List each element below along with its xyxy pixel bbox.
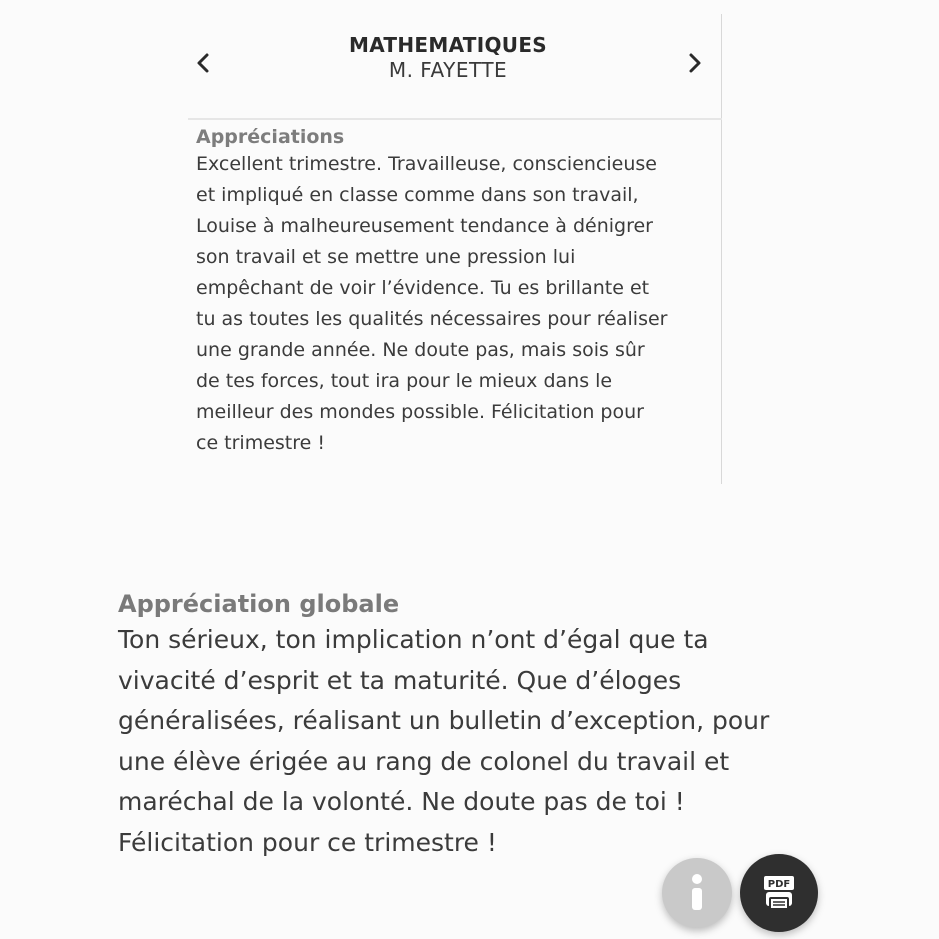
global-appreciation-line: Ton sérieux, ton implication n’ont d’égal que ta <box>118 625 709 654</box>
pdf-label: PDF <box>767 879 791 890</box>
info-button[interactable] <box>662 858 732 928</box>
appreciation-line: tu as toutes les qualités nécessaires pour réaliser <box>196 308 668 330</box>
global-appreciation-line: une élève érigée au rang de colonel du travail et <box>118 746 730 776</box>
appreciation-line: Louise à malheureusement tendance à dénigrer <box>196 215 653 237</box>
appreciation-line: son travail et se mettre une pression lui <box>196 246 576 268</box>
global-appreciation-line: généralisées, réalisant un bulletin d’exception, pour <box>118 706 770 735</box>
chevron-right-icon <box>682 50 708 76</box>
appreciation-text <box>196 149 708 459</box>
global-appreciation-text <box>118 620 828 863</box>
appreciation-line: meilleur des mondes possible. Félicitation pour <box>196 401 644 423</box>
appreciation-line: empêchant de voir l’évidence. Tu es brillante et <box>196 277 650 299</box>
subject-title: MATHEMATIQUES <box>349 33 547 57</box>
appreciation-line: ce trimestre ! <box>196 432 326 454</box>
appreciation-line: une grande année. Ne doute pas, mais sois sûr <box>196 339 645 361</box>
next-subject-button[interactable] <box>682 50 708 76</box>
appreciation-line: Excellent trimestre. Travailleuse, consciencieuse <box>196 153 657 175</box>
pdf-print-icon <box>740 854 818 932</box>
subject-card <box>188 14 722 484</box>
pdf-print-button[interactable] <box>740 854 818 932</box>
global-appreciation-line: Félicitation pour ce trimestre ! <box>118 827 497 857</box>
appreciation-line: et impliqué en classe comme dans son travail, <box>196 184 639 206</box>
global-appreciation-line: vivacité d’esprit et ta maturité. Que d’éloges <box>118 665 682 695</box>
global-appreciation-line: maréchal de la volonté. Ne doute pas de toi ! <box>118 787 685 816</box>
teacher-name: M. FAYETTE <box>388 58 508 82</box>
previous-subject-button[interactable] <box>190 50 216 76</box>
info-icon <box>662 858 732 928</box>
chevron-left-icon <box>190 50 216 76</box>
subject-header <box>188 14 722 120</box>
appreciations-label: Appréciations <box>196 126 345 148</box>
appreciation-line: de tes forces, tout ira pour le mieux dans le <box>196 370 613 392</box>
global-appreciation-label: Appréciation globale <box>118 590 400 618</box>
